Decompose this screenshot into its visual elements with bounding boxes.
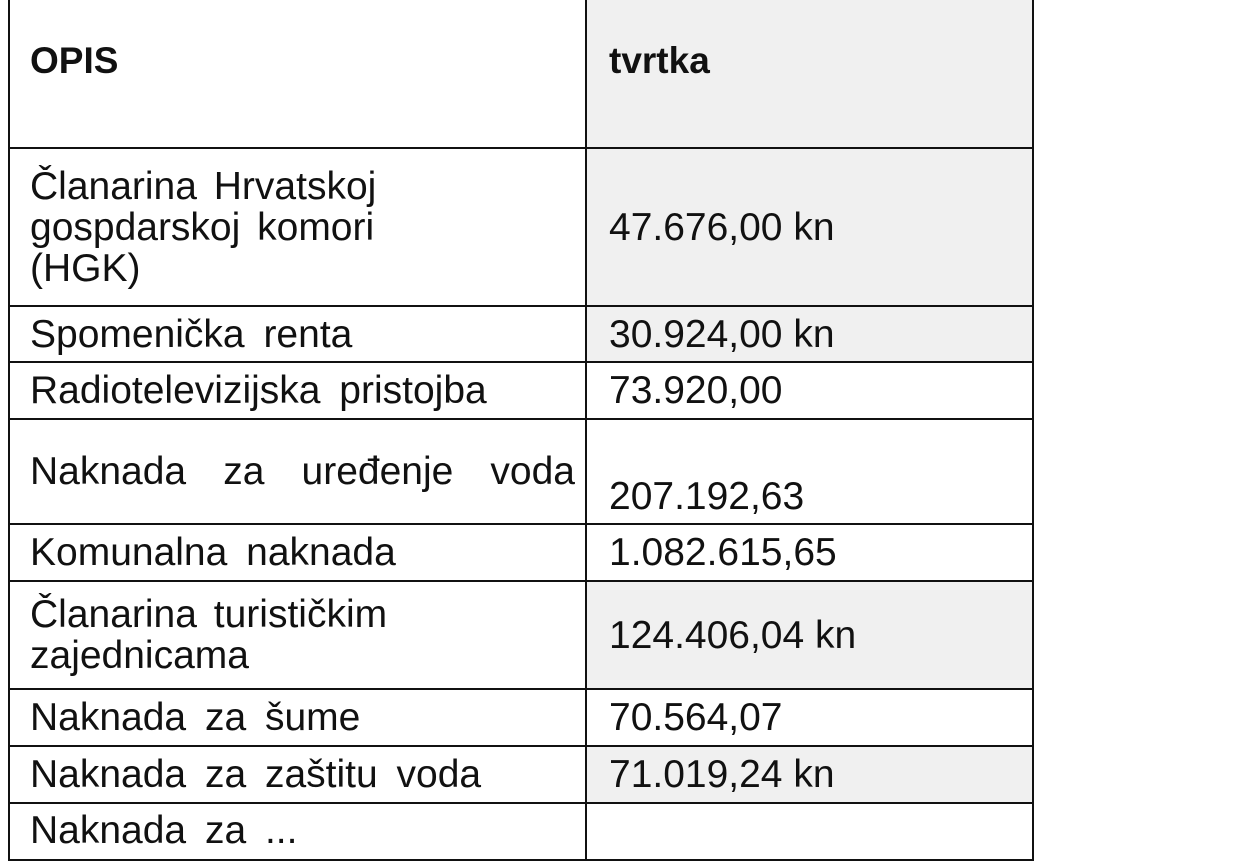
row-value: 1.082.615,65 [586,524,1033,581]
row-value: 47.676,00 kn [586,148,1033,306]
row-description: Naknada za šume [9,689,586,746]
row-value: 207.192,63 [586,419,1033,524]
row-description [9,148,586,306]
row-description [9,581,586,689]
table-row [9,306,1033,362]
fees-table [8,0,1034,861]
row-description-text: Članarina Hrvatskoj gospdarskoj komori (HGK) [30,164,377,290]
row-value: 70.564,07 [586,689,1033,746]
table-row [9,803,1033,860]
table-row [9,148,1033,306]
row-value: 73.920,00 [586,362,1033,419]
table-row [9,362,1033,419]
table-row [9,524,1033,581]
table-row [9,419,1033,524]
row-description: Spomenička renta [9,306,586,362]
table-row [9,581,1033,689]
row-description-text: Naknada za ... [30,809,298,852]
row-description-text: Članarina turističkim zajednicama [30,593,388,677]
row-value: 30.924,00 kn [586,306,1033,362]
row-description [9,803,586,860]
header-description: OPIS [9,0,586,148]
row-value: 71.019,24 kn [586,746,1033,803]
row-value: 124.406,04 kn [586,581,1033,689]
table-header-row [9,0,1033,148]
row-description: Naknada za zaštitu voda [9,746,586,803]
row-description: Radiotelevizijska pristojba [9,362,586,419]
row-value [586,803,1033,860]
row-description: Naknada za uređenje voda [9,419,586,524]
header-company: tvrtka [586,0,1033,148]
table-row [9,689,1033,746]
row-description: Komunalna naknada [9,524,586,581]
table-row [9,746,1033,803]
